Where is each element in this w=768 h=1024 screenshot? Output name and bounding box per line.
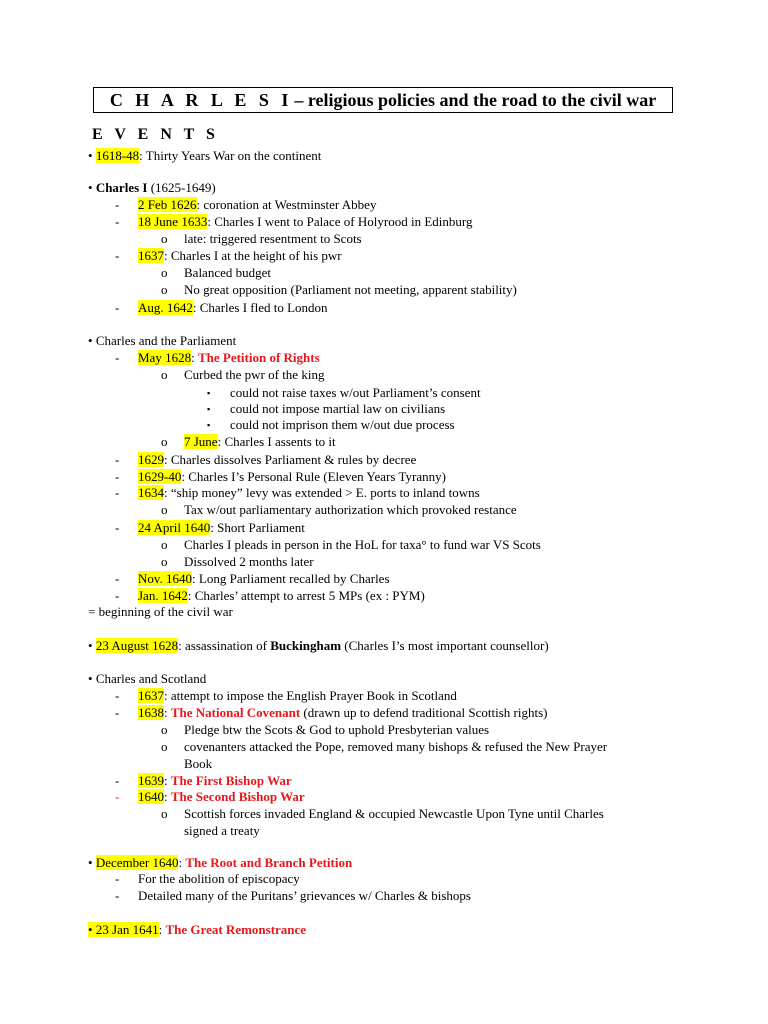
- date-highlight: 1639: [138, 773, 164, 788]
- title-subtitle: – religious policies and the road to the civil war: [294, 89, 657, 110]
- date-highlight: 1637: [138, 688, 164, 703]
- date-highlight: Nov. 1640: [138, 571, 193, 586]
- date-highlight: 1629: [138, 452, 164, 467]
- date-highlight: 1629-40: [138, 469, 182, 484]
- date-highlight: 7 June: [184, 434, 218, 449]
- date-highlight: 1634: [138, 485, 164, 500]
- date-highlight: May 1628: [138, 350, 192, 365]
- list-item: • December 1640: The Root and Branch Petition: [88, 855, 353, 870]
- list-item: • Charles I (1625-1649): [88, 180, 216, 195]
- list-item: • 23 August 1628: assassination of Buckingham (Charles I’s most important counsellor): [88, 638, 549, 653]
- date-highlight: 23 August 1628: [95, 638, 179, 653]
- date-highlight: 24 April 1640: [138, 520, 211, 535]
- section-heading-events: E V E N T S: [92, 126, 219, 143]
- date-highlight: • 23 Jan 1641: [88, 922, 159, 937]
- date-highlight: 1638: [138, 705, 164, 720]
- list-item: • 23 Jan 1641: The Great Remonstrance: [88, 922, 307, 937]
- date-highlight: Aug. 1642: [138, 300, 193, 315]
- list-item: • Charles and the Parliament: [88, 333, 237, 348]
- list-item: • Charles and Scotland: [88, 671, 207, 686]
- list-item: = beginning of the civil war: [88, 604, 233, 619]
- date-highlight: 1618-48: [95, 148, 140, 163]
- date-highlight: 18 June 1633: [138, 214, 208, 229]
- document-title: [93, 87, 673, 113]
- list-item: • 1618-48: Thirty Years War on the continent: [88, 148, 322, 163]
- date-highlight: 2 Feb 1626: [138, 197, 197, 212]
- date-highlight: 1640: [138, 789, 164, 804]
- date-highlight: 1637: [138, 248, 164, 263]
- date-highlight: Jan. 1642: [138, 588, 188, 603]
- title-name: C H A R L E S I: [109, 89, 293, 110]
- date-highlight: December 1640: [95, 855, 179, 870]
